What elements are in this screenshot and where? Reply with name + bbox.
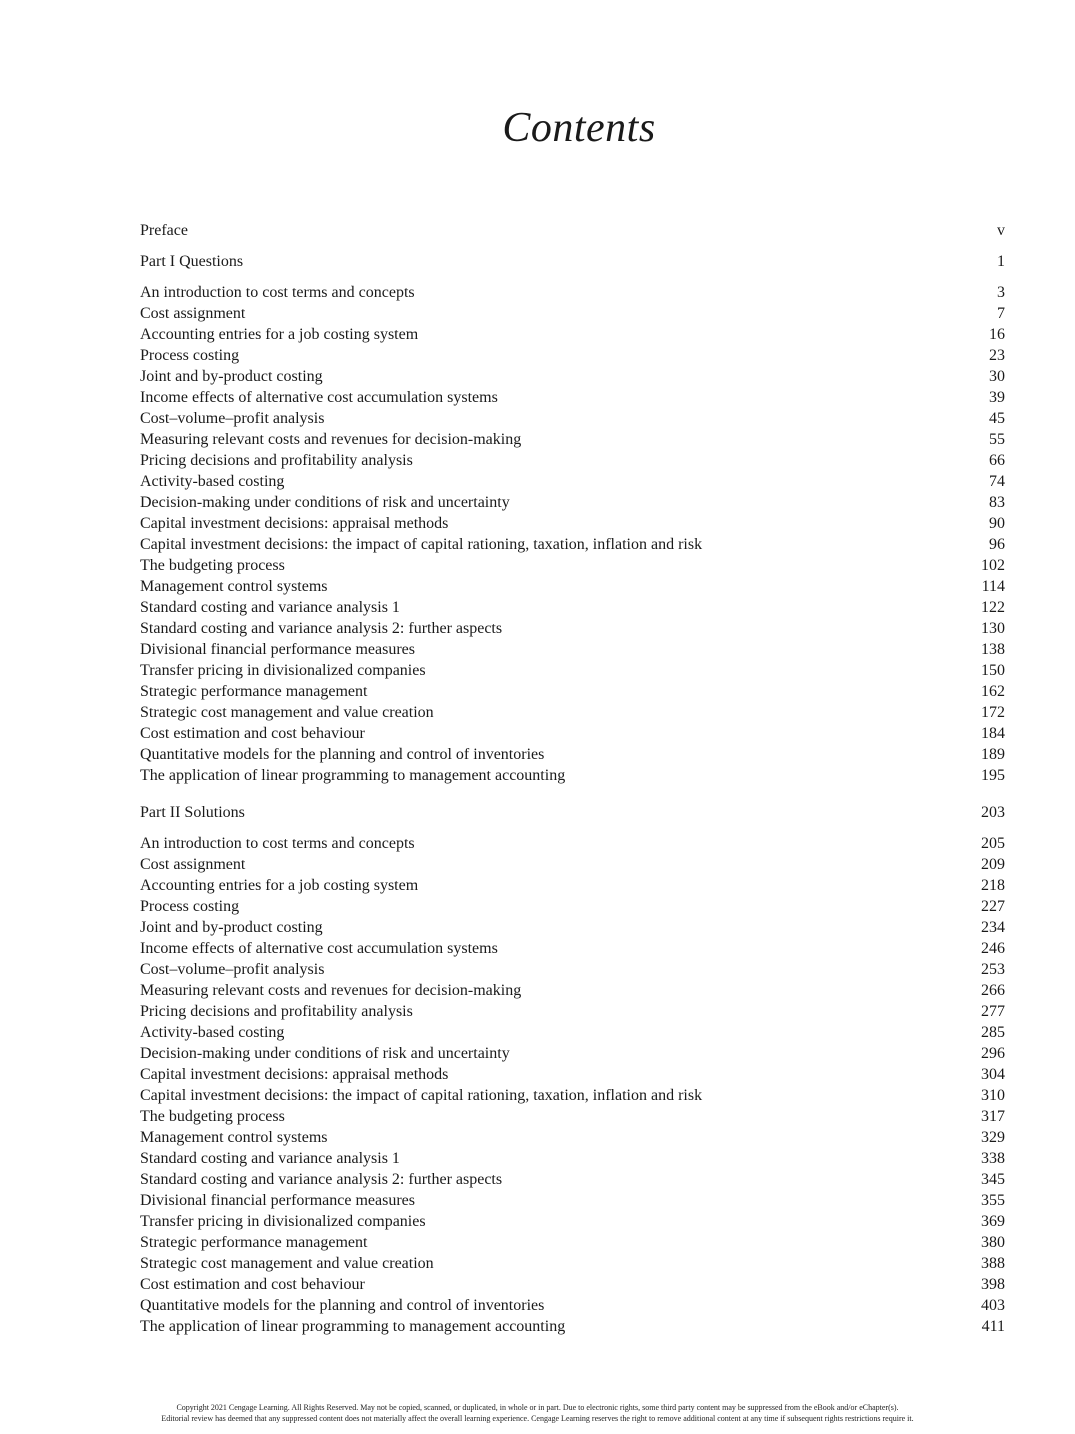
toc-entry[interactable] bbox=[140, 366, 1005, 387]
toc-entry-label: Activity-based costing bbox=[140, 473, 285, 490]
toc-part2-page: 203 bbox=[981, 804, 1005, 821]
toc-entry[interactable] bbox=[140, 576, 1005, 597]
toc-entry-label: Capital investment decisions: the impact of capital rationing, taxation, inflation and risk bbox=[140, 1087, 703, 1104]
toc-entry[interactable] bbox=[140, 833, 1005, 854]
toc-entry-label: The application of linear programming to management accounting bbox=[140, 1318, 566, 1335]
toc-entry-page: 205 bbox=[981, 835, 1005, 852]
toc-entry-page: 39 bbox=[989, 389, 1005, 406]
toc-entry[interactable] bbox=[140, 1022, 1005, 1043]
toc-entry-label: Process costing bbox=[140, 347, 240, 364]
toc-entry-label: Measuring relevant costs and revenues for decision-making bbox=[140, 431, 522, 448]
toc-entry-page: 304 bbox=[981, 1066, 1005, 1083]
toc-entry-label: Capital investment decisions: appraisal methods bbox=[140, 515, 449, 532]
toc-entry-label: Pricing decisions and profitability analysis bbox=[140, 452, 413, 469]
toc-entry[interactable] bbox=[140, 959, 1005, 980]
toc-entry-page: 246 bbox=[981, 940, 1005, 957]
toc-entry[interactable] bbox=[140, 1064, 1005, 1085]
toc-entry-page: 310 bbox=[981, 1087, 1005, 1104]
toc-entry-page: 130 bbox=[981, 620, 1005, 637]
toc-entry-page: 172 bbox=[981, 704, 1005, 721]
toc-entry[interactable] bbox=[140, 723, 1005, 744]
toc-entry[interactable] bbox=[140, 471, 1005, 492]
toc-entry-page: 266 bbox=[981, 982, 1005, 999]
toc-entry[interactable] bbox=[140, 282, 1005, 303]
toc-entry[interactable] bbox=[140, 1211, 1005, 1232]
toc-entry[interactable] bbox=[140, 1190, 1005, 1211]
toc-entry[interactable] bbox=[140, 513, 1005, 534]
toc-entry-page: 189 bbox=[981, 746, 1005, 763]
toc-entry-page: 355 bbox=[981, 1192, 1005, 1209]
toc-entry-label: Management control systems bbox=[140, 1129, 328, 1146]
toc-entry-page: 122 bbox=[981, 599, 1005, 616]
toc-entry-page: 296 bbox=[981, 1045, 1005, 1062]
toc-entry[interactable] bbox=[140, 702, 1005, 723]
toc-entry-label: Process costing bbox=[140, 898, 240, 915]
toc-entry-page: 253 bbox=[981, 961, 1005, 978]
footer-line-1: Copyright 2021 Cengage Learning. All Rights Reserved. May not be copied, scanned, or duplicated, in whole or in part. Due to electronic rights, some third party content may be suppressed from the eBook and/or eChapter(s). bbox=[176, 1403, 899, 1412]
toc-entry-page: 329 bbox=[981, 1129, 1005, 1146]
toc-entry-label: Pricing decisions and profitability analysis bbox=[140, 1003, 413, 1020]
toc-entry-page: 102 bbox=[981, 557, 1005, 574]
toc-entry-page: 162 bbox=[981, 683, 1005, 700]
toc-entry-label: Divisional financial performance measures bbox=[140, 1192, 415, 1209]
toc-entry[interactable] bbox=[140, 639, 1005, 660]
toc-preface-label: Preface bbox=[140, 222, 188, 239]
toc-entry-page: 45 bbox=[989, 410, 1005, 427]
toc-entry-page: 7 bbox=[997, 305, 1005, 322]
toc-entry[interactable] bbox=[140, 1169, 1005, 1190]
toc-entry-page: 30 bbox=[989, 368, 1005, 385]
toc-entry-label: Activity-based costing bbox=[140, 1024, 285, 1041]
toc-entry-page: 23 bbox=[989, 347, 1005, 364]
toc-entry-label: Quantitative models for the planning and control of inventories bbox=[140, 746, 545, 763]
toc-entry-page: 227 bbox=[981, 898, 1005, 915]
toc-entry-page: 150 bbox=[981, 662, 1005, 679]
toc-entry-label: Transfer pricing in divisionalized companies bbox=[140, 662, 426, 679]
toc-entry-label: Measuring relevant costs and revenues for decision-making bbox=[140, 982, 522, 999]
toc-entry[interactable] bbox=[140, 980, 1005, 1001]
toc-entry-label: Divisional financial performance measures bbox=[140, 641, 415, 658]
toc-entry[interactable] bbox=[140, 429, 1005, 450]
toc-entry-page: 369 bbox=[981, 1213, 1005, 1230]
toc-entry-page: 403 bbox=[981, 1297, 1005, 1314]
toc-preface-page: v bbox=[997, 222, 1005, 239]
toc-entry[interactable] bbox=[140, 1085, 1005, 1106]
toc-part1-label: Part I Questions bbox=[140, 253, 244, 270]
toc-entry-label: Transfer pricing in divisionalized companies bbox=[140, 1213, 426, 1230]
toc-entry-page: 345 bbox=[981, 1171, 1005, 1188]
toc-part1-heading[interactable] bbox=[140, 251, 1005, 272]
toc-entry-label: Accounting entries for a job costing system bbox=[140, 877, 419, 894]
toc-entry-page: 411 bbox=[981, 1318, 1005, 1335]
toc-entry-label: Quantitative models for the planning and control of inventories bbox=[140, 1297, 545, 1314]
toc-entry-page: 380 bbox=[981, 1234, 1005, 1251]
toc-entry-label: Accounting entries for a job costing system bbox=[140, 326, 419, 343]
toc-entry-page: 114 bbox=[981, 578, 1005, 595]
toc-entry-label: The budgeting process bbox=[140, 557, 285, 574]
toc-entry[interactable] bbox=[140, 854, 1005, 875]
toc-entry-page: 195 bbox=[981, 767, 1005, 784]
toc-entry-label: Cost assignment bbox=[140, 305, 246, 322]
toc-entry[interactable] bbox=[140, 938, 1005, 959]
toc-entry-label: Strategic performance management bbox=[140, 683, 368, 700]
toc-entry[interactable] bbox=[140, 1043, 1005, 1064]
toc-entry[interactable] bbox=[140, 1316, 1005, 1337]
toc-entry[interactable] bbox=[140, 387, 1005, 408]
toc-part2-heading[interactable] bbox=[140, 802, 1005, 823]
toc-entry-page: 90 bbox=[989, 515, 1005, 532]
toc-entry-page: 3 bbox=[997, 284, 1005, 301]
toc-entry-page: 66 bbox=[989, 452, 1005, 469]
toc-entry-page: 277 bbox=[981, 1003, 1005, 1020]
toc-entry-page: 138 bbox=[981, 641, 1005, 658]
toc-entry[interactable] bbox=[140, 1253, 1005, 1274]
toc-entry-label: Capital investment decisions: appraisal methods bbox=[140, 1066, 449, 1083]
toc-entry[interactable] bbox=[140, 492, 1005, 513]
toc-entry-page: 398 bbox=[981, 1276, 1005, 1293]
toc-entry[interactable] bbox=[140, 618, 1005, 639]
toc-entry[interactable] bbox=[140, 1106, 1005, 1127]
toc-entry[interactable] bbox=[140, 303, 1005, 324]
toc-entry-label: Income effects of alternative cost accumulation systems bbox=[140, 389, 498, 406]
toc-entry-page: 55 bbox=[989, 431, 1005, 448]
toc-entry[interactable] bbox=[140, 1001, 1005, 1022]
toc-entry-label: The budgeting process bbox=[140, 1108, 285, 1125]
toc-entry-label: Strategic cost management and value creation bbox=[140, 1255, 434, 1272]
toc-entry-label: Joint and by-product costing bbox=[140, 919, 323, 936]
page-title: Contents bbox=[502, 105, 656, 151]
toc-part2-label: Part II Solutions bbox=[140, 804, 245, 821]
toc-entry-page: 234 bbox=[981, 919, 1005, 936]
toc-entry-label: Standard costing and variance analysis 2: further aspects bbox=[140, 1171, 503, 1188]
toc-entry[interactable] bbox=[140, 345, 1005, 366]
toc-entry-label: Decision-making under conditions of risk and uncertainty bbox=[140, 1045, 510, 1062]
toc-entry[interactable] bbox=[140, 744, 1005, 765]
toc-entry[interactable] bbox=[140, 896, 1005, 917]
toc-entry-page: 338 bbox=[981, 1150, 1005, 1167]
toc-part1-page: 1 bbox=[997, 253, 1005, 270]
toc-entry[interactable] bbox=[140, 1232, 1005, 1253]
toc-entry-label: Cost estimation and cost behaviour bbox=[140, 725, 365, 742]
toc-entry-label: Standard costing and variance analysis 1 bbox=[140, 599, 400, 616]
toc-part1-list bbox=[140, 282, 1005, 786]
toc-entry[interactable] bbox=[140, 917, 1005, 938]
toc-entry[interactable] bbox=[140, 1274, 1005, 1295]
toc-entry-label: Income effects of alternative cost accumulation systems bbox=[140, 940, 498, 957]
toc-entry-page: 218 bbox=[981, 877, 1005, 894]
toc-entry-page: 388 bbox=[981, 1255, 1005, 1272]
toc-entry-label: Management control systems bbox=[140, 578, 328, 595]
toc-entry-label: Cost estimation and cost behaviour bbox=[140, 1276, 365, 1293]
toc-entry[interactable] bbox=[140, 597, 1005, 618]
footer-line-2: Editorial review has deemed that any suppressed content does not materially affect the overall learning experience. Cengage Learning reserves the right to remove additional content at any time if subsequent rights restrictions require it. bbox=[161, 1414, 914, 1423]
toc-entry-label: Strategic cost management and value creation bbox=[140, 704, 434, 721]
toc-entry-label: An introduction to cost terms and concepts bbox=[140, 284, 415, 301]
toc-entry[interactable] bbox=[140, 555, 1005, 576]
toc-entry[interactable] bbox=[140, 1148, 1005, 1169]
toc-entry[interactable] bbox=[140, 660, 1005, 681]
toc-entry-page: 184 bbox=[981, 725, 1005, 742]
toc-entry-label: An introduction to cost terms and concepts bbox=[140, 835, 415, 852]
toc-entry-page: 285 bbox=[981, 1024, 1005, 1041]
toc-entry[interactable] bbox=[140, 534, 1005, 555]
toc-entry-page: 96 bbox=[989, 536, 1005, 553]
toc-preface[interactable] bbox=[140, 220, 1005, 241]
toc-part2-list bbox=[140, 833, 1005, 1337]
toc-entry[interactable] bbox=[140, 765, 1005, 786]
toc-entry[interactable] bbox=[140, 450, 1005, 471]
toc-entry-label: Capital investment decisions: the impact of capital rationing, taxation, inflation and risk bbox=[140, 536, 703, 553]
toc-entry[interactable] bbox=[140, 681, 1005, 702]
toc-entry-label: Cost–volume–profit analysis bbox=[140, 961, 325, 978]
toc-entry-page: 317 bbox=[981, 1108, 1005, 1125]
toc-entry-label: Decision-making under conditions of risk and uncertainty bbox=[140, 494, 510, 511]
toc-entry-label: Standard costing and variance analysis 1 bbox=[140, 1150, 400, 1167]
toc-entry-label: Cost–volume–profit analysis bbox=[140, 410, 325, 427]
toc-entry-label: Standard costing and variance analysis 2: further aspects bbox=[140, 620, 503, 637]
toc-entry[interactable] bbox=[140, 1295, 1005, 1316]
toc-entry-page: 74 bbox=[989, 473, 1005, 490]
copyright-footer bbox=[0, 1402, 1075, 1424]
table-of-contents bbox=[140, 220, 1005, 1337]
toc-entry[interactable] bbox=[140, 1127, 1005, 1148]
toc-entry-page: 209 bbox=[981, 856, 1005, 873]
toc-entry[interactable] bbox=[140, 408, 1005, 429]
toc-entry[interactable] bbox=[140, 875, 1005, 896]
toc-entry[interactable] bbox=[140, 324, 1005, 345]
toc-entry-label: The application of linear programming to management accounting bbox=[140, 767, 566, 784]
toc-entry-label: Cost assignment bbox=[140, 856, 246, 873]
toc-entry-label: Strategic performance management bbox=[140, 1234, 368, 1251]
toc-entry-page: 16 bbox=[989, 326, 1005, 343]
toc-entry-page: 83 bbox=[989, 494, 1005, 511]
toc-entry-label: Joint and by-product costing bbox=[140, 368, 323, 385]
